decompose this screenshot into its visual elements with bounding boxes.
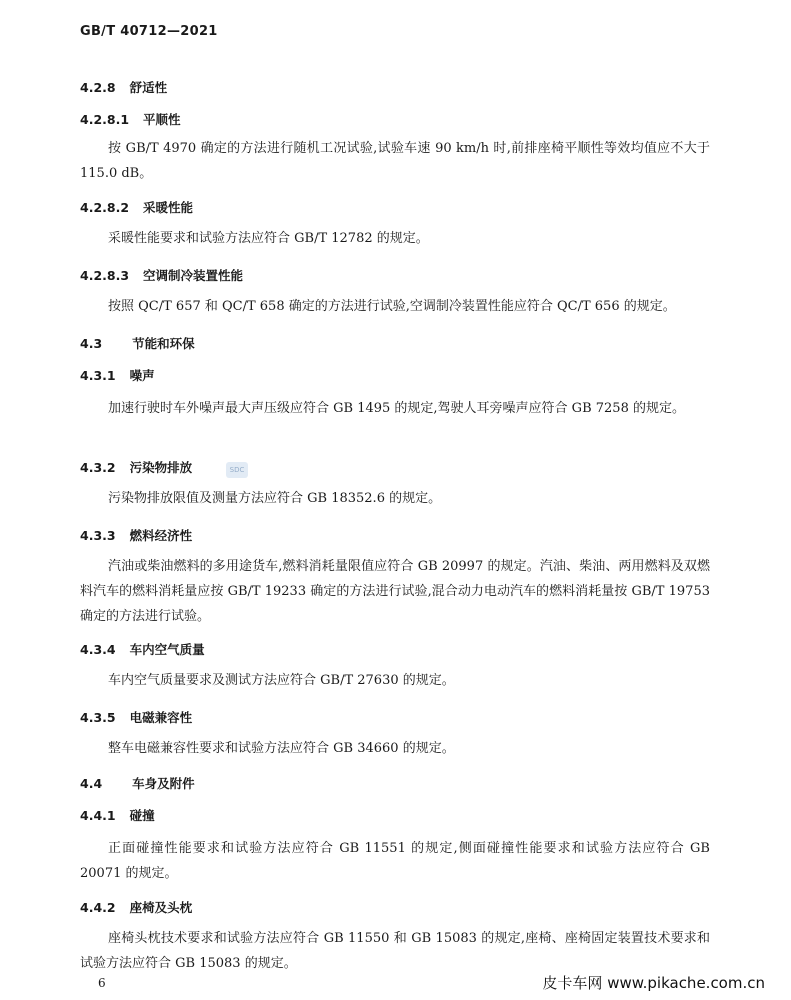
section-title: 舒适性 bbox=[129, 80, 168, 95]
section-number: 4.2.8.3 bbox=[80, 268, 130, 283]
section-title: 车身及附件 bbox=[132, 776, 195, 791]
section-number: 4.3.3 bbox=[80, 528, 116, 543]
section-heading-4-2-8-1 bbox=[80, 110, 181, 128]
section-number: 4.4.2 bbox=[80, 900, 116, 915]
section-title: 车内空气质量 bbox=[129, 642, 205, 657]
section-paragraph-4-3-2: 污染物排放限值及测量方法应符合 GB 18352.6 的规定。 bbox=[108, 491, 442, 506]
section-heading-4-3-2 bbox=[80, 458, 192, 476]
section-number: 4.3 bbox=[80, 336, 103, 351]
section-title: 节能和环保 bbox=[132, 336, 195, 351]
section-number: 4.3.4 bbox=[80, 642, 116, 657]
section-heading-4-4-1 bbox=[80, 806, 155, 824]
section-paragraph-4-3-3: 汽油或柴油燃料的多用途货车,燃料消耗量限值应符合 GB 20997 的规定。汽油、柴油、两用燃料及双燃料汽车的燃料消耗量应按 GB/T 19233 确定的方法进行试验,混合动力电动汽车的燃料消耗量按 GB/T 19753 确定的方法进行试验。 bbox=[80, 559, 710, 624]
section-number: 4.2.8.1 bbox=[80, 112, 130, 127]
section-title: 碰撞 bbox=[129, 808, 155, 823]
section-title: 采暖性能 bbox=[143, 200, 194, 215]
section-number: 4.3.2 bbox=[80, 460, 116, 475]
watermark-stamp: SDC bbox=[226, 462, 248, 478]
section-paragraph-4-2-8-3: 按照 QC/T 657 和 QC/T 658 确定的方法进行试验,空调制冷装置性能应符合 QC/T 656 的规定。 bbox=[108, 299, 676, 314]
section-number: 4.3.5 bbox=[80, 710, 116, 725]
section-number: 4.4 bbox=[80, 776, 103, 791]
section-title: 平顺性 bbox=[143, 112, 181, 127]
section-title: 电磁兼容性 bbox=[129, 710, 193, 725]
section-heading-4-4 bbox=[80, 774, 195, 792]
section-title: 燃料经济性 bbox=[129, 528, 193, 543]
section-heading-4-3-3 bbox=[80, 526, 192, 544]
section-heading-4-2-8-3 bbox=[80, 266, 243, 284]
standard-code-header: GB/T 40712—2021 bbox=[80, 24, 218, 39]
section-heading-4-3-1 bbox=[80, 366, 155, 384]
section-heading-4-2-8 bbox=[80, 78, 167, 96]
section-heading-4-3-4 bbox=[80, 640, 205, 658]
section-paragraph-4-4-1: 正面碰撞性能要求和试验方法应符合 GB 11551 的规定,侧面碰撞性能要求和试验方法应符合 GB 20071 的规定。 bbox=[80, 841, 710, 881]
section-heading-4-2-8-2 bbox=[80, 198, 193, 216]
section-heading-4-3 bbox=[80, 334, 195, 352]
section-title: 座椅及头枕 bbox=[129, 900, 193, 915]
page-number: 6 bbox=[98, 976, 106, 990]
section-number: 4.3.1 bbox=[80, 368, 116, 383]
section-title: 噪声 bbox=[129, 368, 155, 383]
section-heading-4-3-5 bbox=[80, 708, 192, 726]
section-number: 4.2.8.2 bbox=[80, 200, 130, 215]
section-paragraph-4-2-8-2: 采暖性能要求和试验方法应符合 GB/T 12782 的规定。 bbox=[108, 231, 429, 246]
site-watermark: 皮卡车网 www.pikache.com.cn bbox=[542, 974, 765, 992]
section-paragraph-4-3-1: 加速行驶时车外噪声最大声压级应符合 GB 1495 的规定,驾驶人耳旁噪声应符合 GB 7258 的规定。 bbox=[108, 401, 685, 416]
section-paragraph-4-3-4: 车内空气质量要求及测试方法应符合 GB/T 27630 的规定。 bbox=[108, 673, 455, 688]
section-title: 污染物排放 bbox=[129, 460, 193, 475]
section-number: 4.4.1 bbox=[80, 808, 116, 823]
section-title: 空调制冷装置性能 bbox=[143, 268, 244, 283]
section-heading-4-4-2 bbox=[80, 898, 192, 916]
section-paragraph-4-2-8-1: 按 GB/T 4970 确定的方法进行随机工况试验,试验车速 90 km/h 时,前排座椅平顺性等效均值应不大于 115.0 dB。 bbox=[80, 141, 710, 181]
section-paragraph-4-3-5: 整车电磁兼容性要求和试验方法应符合 GB 34660 的规定。 bbox=[108, 741, 455, 756]
section-paragraph-4-4-2: 座椅头枕技术要求和试验方法应符合 GB 11550 和 GB 15083 的规定,座椅、座椅固定装置技术要求和试验方法应符合 GB 15083 的规定。 bbox=[80, 931, 710, 971]
section-number: 4.2.8 bbox=[80, 80, 116, 95]
